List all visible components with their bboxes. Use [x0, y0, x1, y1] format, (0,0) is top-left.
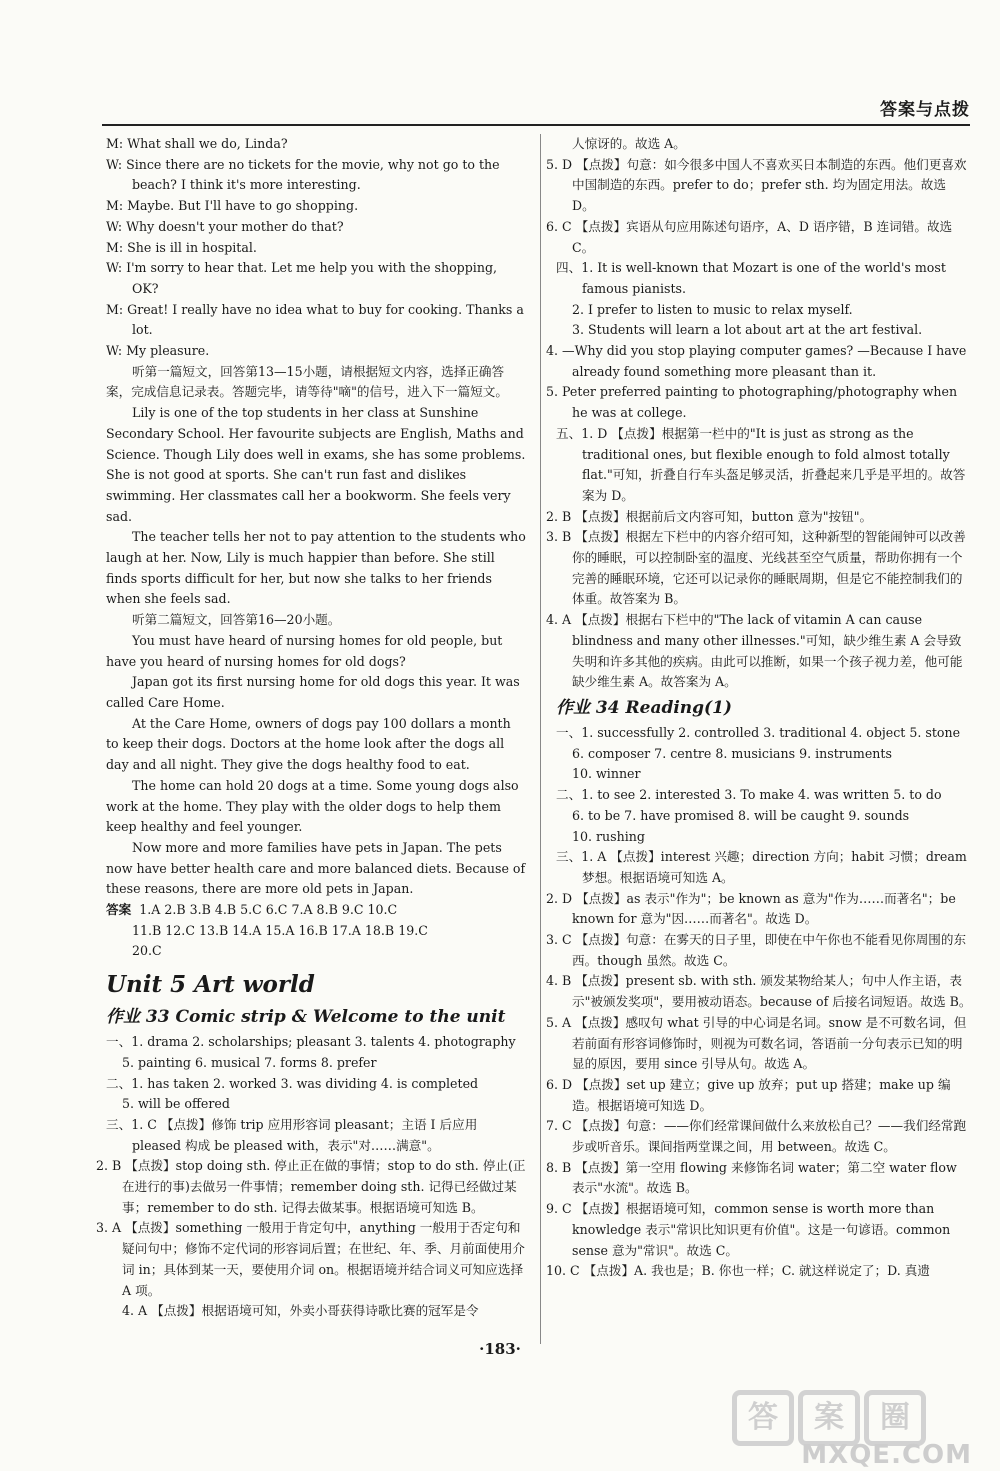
- dialogue-line: M: What shall we do, Linda?: [106, 136, 288, 151]
- answer-item: 3. C 【点拨】句意：在雾天的日子里，即使在中午你也不能看见你周围的东西。though 虽然。故选 C。: [546, 932, 967, 968]
- answer-item: 6. to be 7. have promised 8. will be caught 9. sounds: [572, 807, 910, 823]
- answer-item: 三、1. A 【点拨】interest 兴趣；direction 方向；habit 习惯；dream 梦想。根据语境可知选 A。: [556, 849, 967, 885]
- answer-item: 5. will be offered: [122, 1096, 230, 1112]
- answer-item: 7. C 【点拨】句意：——你们经常课间做什么来放松自己？——我们经常跑步或听音乐。课间指两堂课之间，用 between。故选 C。: [546, 1118, 967, 1155]
- answer-key: [106, 900, 526, 962]
- paragraph: 听第二篇短文，回答第16—20小题。: [132, 612, 341, 628]
- answer-item: 9. C 【点拨】根据语境可知，common sense is worth more than knowledge 表示"常识比知识更有价值"。这是一句谚语。common sense 意为"常识"。故选 C。: [546, 1201, 951, 1258]
- page-number: ·183·: [479, 1340, 521, 1358]
- answer-item: 四、1. It is well-known that Mozart is one of the world's most famous pianists.: [556, 260, 946, 296]
- continued-answers: [546, 134, 972, 693]
- dialogue-line: W: My pleasure.: [106, 343, 210, 359]
- column-divider: [540, 134, 541, 1344]
- right-column: [546, 134, 972, 1282]
- answer-item: 10. C 【点拨】A. 我也是；B. 你也一样；C. 就这样说定了；D. 真遗: [546, 1263, 930, 1279]
- paragraph: You must have heard of nursing homes for old people, but have you heard of nursing homes for old dogs?: [106, 632, 503, 669]
- homework-34-answers: [546, 723, 972, 1282]
- answer-item: 2. B 【点拨】stop doing sth. 停止正在做的事情；stop to do sth. 停止(正在进行的事)去做另一件事情；remember doing sth. 记得已经做过某事；remember to do sth. 记得去做某事。根据语境可知选 B。: [96, 1158, 526, 1215]
- answer-item: 一、1. drama 2. scholarships; pleasant 3. talents 4. photography: [106, 1034, 516, 1050]
- answer-item: 6. C 【点拨】宾语从句应用陈述句语序，A、D 语序错，B 连词错。故选 C。: [546, 218, 953, 255]
- watermark-char: 圈: [864, 1390, 926, 1446]
- unit-title: Unit 5 Art world: [106, 971, 315, 999]
- answer-label: 答案: [106, 902, 132, 918]
- dialogue-line: M: Maybe. But I'll have to go shopping.: [106, 198, 359, 214]
- dialogue-line: M: She is ill in hospital.: [106, 239, 257, 255]
- answer-item: 三、1. C 【点拨】修饰 trip 应用形容词 pleasant；主语 I 后应用 pleased 构成 be pleased with，表示"对……满意"。: [106, 1116, 478, 1153]
- answer-item: 五、1. D 【点拨】根据第一栏中的"It is just as strong as the traditional ones, but flexible enough to fold almost totally flat."可知，折叠自行车头盔足够灵活，折叠起来几乎是平坦的。故答案为 D。: [556, 425, 966, 503]
- paragraph: Japan got its first nursing home for old dogs this year. It was called Care Home.: [106, 674, 520, 710]
- watermark-logo: [732, 1390, 972, 1470]
- answer-item: 10. rushing: [572, 828, 645, 844]
- homework-33-answers: [96, 1032, 526, 1322]
- dialogue: [106, 134, 526, 362]
- dialogue-line: W: Why doesn't your mother do that?: [106, 218, 344, 234]
- paragraph: The teacher tells her not to pay attention to the students who laugh at her. Now, Lily is much happier than before. She still finds sports difficult for her, but now she talks to her friends when she feels sad.: [106, 529, 526, 607]
- answer-item: 3. Students will learn a lot about art at the art festival.: [572, 322, 923, 338]
- dialogue-line: W: I'm sorry to hear that. Let me help you with the shopping, OK?: [106, 260, 498, 296]
- answer-item: 4. —Why did you stop playing computer games? —Because I have already found something more pleasant than it.: [546, 343, 967, 379]
- page-header: [102, 96, 970, 126]
- paragraph: 听第一篇短文，回答第13—15小题，请根据短文内容，选择正确答案，完成信息记录表。答题完毕，请等待"嘀"的信号，进入下一篇短文。: [106, 363, 508, 400]
- answer-item: 5. Peter preferred painting to photographing/photography when he was at college.: [546, 384, 958, 421]
- paragraph: At the Care Home, owners of dogs pay 100 dollars a month to keep their dogs. Doctors at the home look after the dogs all day and all night. They give the dogs healthy food to eat.: [106, 715, 511, 773]
- answer-line: 1.A 2.B 3.B 4.B 5.C 6.C 7.A 8.B 9.C 10.C: [139, 902, 398, 918]
- answer-item: 二、1. to see 2. interested 3. To make 4. was written 5. to do: [556, 787, 942, 803]
- answer-item: 二、1. has taken 2. worked 3. was dividing 4. is completed: [106, 1075, 479, 1091]
- answer-item: 2. I prefer to listen to music to relax myself.: [572, 301, 853, 317]
- paragraph: The home can hold 20 dogs at a time. Some young dogs also work at the home. They play with the older dogs to help them keep healthy and feel younger.: [106, 777, 519, 835]
- left-column: [96, 134, 526, 1322]
- answer-item: 6. D 【点拨】set up 建立；give up 放弃；put up 搭建；make up 编造。根据语境可知选 D。: [546, 1076, 951, 1113]
- answer-item: 人惊讶的。故选 A。: [572, 136, 686, 151]
- answer-item: 5. painting 6. musical 7. forms 8. prefer: [122, 1054, 377, 1070]
- answer-item: 4. B 【点拨】present sb. with sth. 颁发某物给某人；句中人作主语，表示"被颁发奖项"，要用被动语态。because of 后接名词短语。故选 B。: [546, 973, 972, 1010]
- answer-line: 20.C: [132, 943, 162, 959]
- watermark-char: 答: [732, 1390, 794, 1446]
- answer-item: 2. B 【点拨】根据前后文内容可知，button 意为"按钮"。: [546, 508, 873, 524]
- answer-item: 4. A 【点拨】根据语境可知，外卖小哥获得诗歌比赛的冠军是令: [122, 1303, 479, 1319]
- answer-item: 10. winner: [572, 766, 641, 782]
- paragraph: Lily is one of the top students in her class at Sunshine Secondary School. Her favourite subjects are English, Maths and Science. Though Lily does well in exams, she has some problems. She is not good at sports. She can't run fast and dislikes swimming. Her classmates call her a bookworm. She feels very sad.: [106, 405, 526, 524]
- homework-34-title: 作业 34 Reading(1): [556, 697, 732, 718]
- paragraph: Now more and more families have pets in Japan. The pets now have better health care and more balanced diets. Because of these reasons, there are more old pets in Japan.: [106, 839, 526, 897]
- homework-33-title: 作业 33 Comic strip & Welcome to the unit: [106, 1007, 506, 1028]
- watermark-char: 案: [798, 1390, 860, 1446]
- header-title: 答案与点拨: [880, 100, 970, 120]
- answer-item: 3. B 【点拨】根据左下栏中的内容介绍可知，这种新型的智能闹钟可以改善你的睡眠，可以控制卧室的温度、光线甚至空气质量，帮助你拥有一个完善的睡眠环境，它还可以记录你的睡眠周期，但是它不能控制我们的体重。故答案为 B。: [546, 529, 966, 607]
- dialogue-line: M: Great! I really have no idea what to buy for cooking. Thanks a lot.: [106, 301, 524, 338]
- answer-item: 5. D 【点拨】句意：如今很多中国人不喜欢买日本制造的东西。他们更喜欢中国制造的东西。prefer to do；prefer sth. 均为固定用法。故选 D。: [546, 156, 967, 214]
- answer-line: 11.B 12.C 13.B 14.A 15.A 16.B 17.A 18.B 19.C: [132, 922, 428, 938]
- answer-item: 2. D 【点拨】as 表示"作为"；be known as 意为"作为……而著名"；be known for 意为"因……而著名"。故选 D。: [546, 890, 956, 927]
- passages: [106, 362, 526, 900]
- answer-item: 一、1. successfully 2. controlled 3. traditional 4. object 5. stone: [556, 724, 961, 740]
- answer-item: 6. composer 7. centre 8. musicians 9. instruments: [572, 745, 892, 761]
- answer-item: 8. B 【点拨】第一空用 flowing 来修饰名词 water；第二空 water flow 表示"水流"。故选 B。: [546, 1159, 957, 1196]
- watermark-url: MXQE.COM: [801, 1440, 972, 1470]
- answer-item: 5. A 【点拨】感叹句 what 引导的中心词是名词。snow 是不可数名词，但若前面有形容词修饰时，则视为可数名词，答语前一分句表示已知的明显的原因，要用 since 引导从句。故选 A。: [546, 1014, 967, 1072]
- dialogue-line: W: Since there are no tickets for the movie, why not go to the beach? I think it's more interesting.: [106, 156, 500, 193]
- answer-item: 4. A 【点拨】根据右下栏中的"The lack of vitamin A can cause blindness and many other illnesses."可知，缺少维生素 A 会导致失明和许多其他的疾病。由此可以推断，如果一个孩子视力差，他可能缺少维生素 A。故答案为 A。: [546, 612, 963, 690]
- answer-item: 3. A 【点拨】something 一般用于肯定句中，anything 一般用于否定句和疑问句中；修饰不定代词的形容词后置；在世纪、年、季、月前面使用介词 in；具体到某一天，要使用介词 on。根据语境并结合词义可知应选择 A 项。: [96, 1220, 525, 1298]
